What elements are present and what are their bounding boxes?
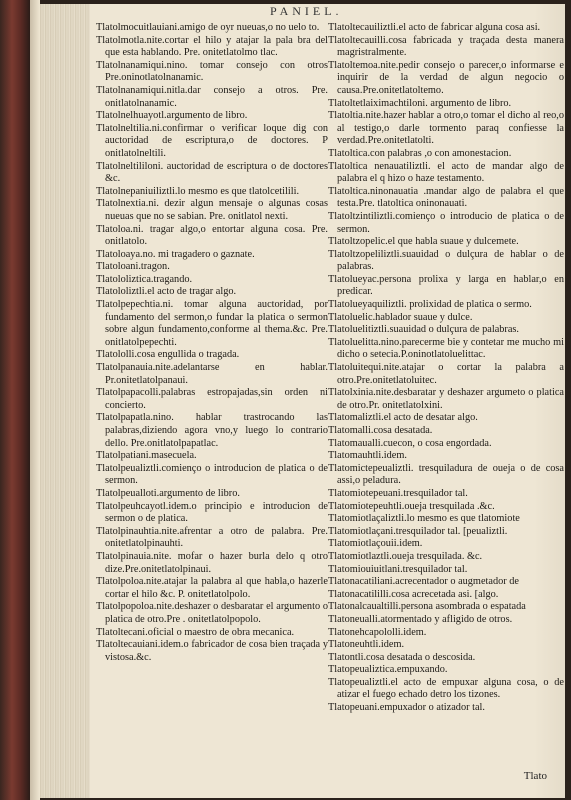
dictionary-entry: Tlatoluelitta.nino.parecerme bie y contetar me mucho mi dicho o setecia.P.oninotlatoluelittac. xyxy=(328,336,564,361)
dictionary-entry: Tlatolxinia.nite.desbaratar y deshazer argumeto o platica de otro.Pr. onitetlatolxini. xyxy=(328,387,564,411)
dictionary-entry: Tlatolnanamiqui.nino. tomar consejo con otros Pre.oninotlatolnanamic. xyxy=(96,59,328,84)
dictionary-entry: Tlatomiotlaztli.oueja tresquilada. &c. xyxy=(328,550,483,562)
dictionary-entry: Tlatolpinauhtia.nite.afrentar a otro de palabra. Pre. onitetlatolpinauhti. xyxy=(96,525,328,550)
dictionary-entry: Tlatolpinauia.nite. mofar o hazer burla delo q otro dize.Pre.onitetlatolpinaui. xyxy=(96,550,328,575)
dictionary-entry: Tlatontli.cosa desatada o descosida. xyxy=(328,651,476,663)
dictionary-entry: Tlatolueyac.persona prolixa y larga en hablar,o en predicar. xyxy=(328,273,564,298)
dictionary-entry: Tlatomiouiuitlani.tresquilador tal. xyxy=(328,563,468,575)
dictionary-entry: Tlatoltetlaiximachtiloni. argumento de libro. xyxy=(328,97,512,109)
right-column xyxy=(328,22,564,715)
dictionary-entry: Tlatolneltilia.ni.confirmar o verificar loque dig con auctoridad de escriptura,o de doctores. P onitlatolneltili. xyxy=(96,122,328,159)
catchword: Tlato xyxy=(523,770,547,782)
dictionary-entry: Tlatolueyaquiliztli. prolixidad de platica o sermo. xyxy=(328,299,532,311)
dictionary-entry: Tlatomaualli.cuecon, o cosa engordada. xyxy=(328,437,492,449)
dictionary-entry: Tlatonalcaualtilli.persona asombrada o espatada xyxy=(328,601,526,613)
dictionary-entry: Tlatopeuani.empuxador o atizador tal. xyxy=(328,702,485,714)
dictionary-entry: Tlatolpeualloti.argumento de libro. xyxy=(96,487,240,499)
dictionary-entry: Tlatoltzintiliztli.comienço o introducio de platica o de sermon. xyxy=(328,210,564,235)
dictionary-entry: Tlatomiotlaçouii.idem. xyxy=(328,538,423,550)
dictionary-entry: Tlatolnepaniuiliztli.lo mesmo es que tlatolcetilili. xyxy=(96,185,300,197)
dictionary-entry: Tlatolpeuhcayotl.idem.o principio e introducion de sermon o de platica. xyxy=(96,500,328,525)
dictionary-entry: Tlatolpopoloa.nite.deshazer o desbaratar el argumento o platica de otro.Pre . onitetlatolpopolo. xyxy=(96,601,328,625)
dictionary-entry: Tlatoltzopelic.el que habla suaue y dulcemete. xyxy=(328,236,519,248)
dictionary-entry: Tlatopeualiztli.el acto de empuxar alguna cosa, o de atizar el fuego echado detro los tizones. xyxy=(328,676,564,701)
dictionary-entry: Tlatonehcapololli.idem. xyxy=(328,626,427,638)
dictionary-entry: Tlatolnelhuayotl.argumento de libro. xyxy=(96,110,248,122)
dictionary-entry: Tlatolpoloa.nite.atajar la palabra al que habla,o hazerle cortar el hilo &c. P. onitetlatolpolo. xyxy=(96,576,328,600)
book-page xyxy=(40,4,565,798)
dictionary-entry: Tlatoneuhtli.idem. xyxy=(328,639,405,651)
dictionary-entry: Tlatolpeualiztli.comienço o introducion de platica o de sermon. xyxy=(96,462,328,487)
dictionary-entry: Tlatomiotlaçani.tresquilador tal. [peualiztli. xyxy=(328,525,508,537)
dictionary-entry: Tlatoltecani.oficial o maestro de obra mecanica. xyxy=(96,626,295,638)
dictionary-entry: Tlatolnanamiqui.nitla.dar consejo a otros. Pre. onitlatolnanamic. xyxy=(96,84,328,109)
dictionary-entry: Tlatoluitequi.nite.atajar o cortar la palabra a otro.Pre.onitetlatoluitec. xyxy=(328,362,564,386)
dictionary-entry: Tlatolnextia.ni. dezir algun mensaje o algunas cosas nueuas que no se sabian. Pre. onitlatol nexti. xyxy=(96,198,328,222)
dictionary-entry: Tlatolpanauia.nite.adelantarse en hablar. Pr.onitetlatolpanaui. xyxy=(96,362,328,386)
dictionary-entry: Tlatololiztica.tragando. xyxy=(96,273,193,285)
dictionary-entry: Tlatolpapacolli.palabras estropajadas,sin orden ni concierto. xyxy=(96,387,328,411)
dictionary-entry: Tlatolmocuitlauiani.amigo de oyr nueuas,o no uelo to. xyxy=(96,22,320,33)
dictionary-entry: Tlatoltica.con palabras ,o con amonestacion. xyxy=(328,147,512,159)
dictionary-entry: Tlatolmotla.nite.cortar el hilo y atajar la pala bra del que esta hablando. Pre. onitetlatolmo tlac. xyxy=(96,34,328,59)
dictionary-entry: Tlatoltecauiliztli.el acto de fabricar alguna cosa asi. xyxy=(328,22,541,33)
dictionary-entry: Tlatolpapatla.nino. hablar trastrocando las palabras,diziendo agora vno,y luego lo contrario dello. Pre.onitlatolpapatlac. xyxy=(96,412,328,449)
dictionary-entry: Tlatoluelic.hablador suaue y dulce. xyxy=(328,311,473,323)
dictionary-entry: Tlatomauhtli.idem. xyxy=(328,450,407,462)
dictionary-entry: Tlatomiotepeuhtli.oueja tresquilada .&c. xyxy=(328,500,495,512)
dictionary-entry: Tlatoloani.tragon. xyxy=(96,261,170,273)
dictionary-entry: Tlatoltzopeliliztli.suauidad o dulçura de hablar o de palabras. xyxy=(328,248,564,273)
dictionary-entry: Tlatoloa.ni. tragar algo,o entortar alguna cosa. Pre. onitlatolo. xyxy=(96,223,328,248)
dictionary-entry: Tlatomictepeualiztli. tresquiladura de oueja o de cosa assi,o peladura. xyxy=(328,462,564,487)
dictionary-entry: Tlatoltia.nite.hazer hablar a otro,o tomar el dicho al reo,o al testigo,o darle tormento paraq confiesse la verdad.Pre.onitetlatolti. xyxy=(328,110,564,147)
dictionary-entry: Tlatolneltililoni. auctoridad de escriptura o de doctores &c. xyxy=(96,160,328,185)
dictionary-entry: Tlatomalli.cosa desatada. xyxy=(328,425,433,436)
dictionary-entry: Tlatoltica.ninonauatia .mandar algo de palabra el que testa.Pre. tlatoltica oninonauati. xyxy=(328,185,564,210)
dictionary-entry: Tlatomiotlaçaliztli.lo mesmo es que tlatomiote xyxy=(328,513,520,525)
dictionary-entry: Tlatoloaya.no. mi tragadero o gaznate. xyxy=(96,248,255,260)
dictionary-entry: Tlatoltemoa.nite.pedir consejo o parecer,o informarse e inquirir de la verdad de algun negocio o causa.Pre.onitetlatoltemo. xyxy=(328,59,564,96)
dictionary-entry: Tlatomiotepeuani.tresquilador tal. xyxy=(328,487,468,499)
dictionary-entry: Tlatonacatiliani.acrecentador o augmetador de xyxy=(328,576,519,588)
dictionary-entry: Tlatoltica nenauatiliztli. el acto de mandar algo de palabra el q hizo o haze testamento. xyxy=(328,160,564,185)
dictionary-entry: Tlatoluelitiztli.suauidad o dulçura de palabras. xyxy=(328,324,520,336)
book-binding-edge xyxy=(0,0,30,800)
page-gutter xyxy=(40,4,90,798)
dictionary-entry: Tlatoltecauilli.cosa fabricada y traçada desta manera magristralmente. xyxy=(328,34,564,59)
dictionary-entry: Tlatoltecauiani.idem.o fabricador de cosa bien traçada y vistosa.&c. xyxy=(96,639,328,663)
dictionary-entry: Tlatolpatiani.masecuela. xyxy=(96,450,197,462)
running-head: PANIEL. xyxy=(270,4,343,18)
dictionary-entry: Tlatololli.cosa engullida o tragada. xyxy=(96,349,240,361)
dictionary-entry: Tlatomaliztli.el acto de desatar algo. xyxy=(328,412,478,424)
left-column xyxy=(96,22,328,664)
dictionary-entry: Tlatoneualli.atormentado y afligido de otros. xyxy=(328,613,513,625)
page-stack-edge xyxy=(30,0,40,800)
dictionary-entry: Tlatololiztli.el acto de tragar algo. xyxy=(96,286,237,298)
dictionary-entry: Tlatopeualiztica.empuxando. xyxy=(328,664,448,676)
dictionary-entry: Tlatonacatililli.cosa acrecetada asi. [algo. xyxy=(328,588,499,600)
dictionary-entry: Tlatolpepechtia.ni. tomar alguna auctoridad, por fundamento del sermon,o fundar la platica o sermon sobre algun fundamento,conforme al thema.&c. Pre. onitlatolpepechti. xyxy=(96,299,328,348)
